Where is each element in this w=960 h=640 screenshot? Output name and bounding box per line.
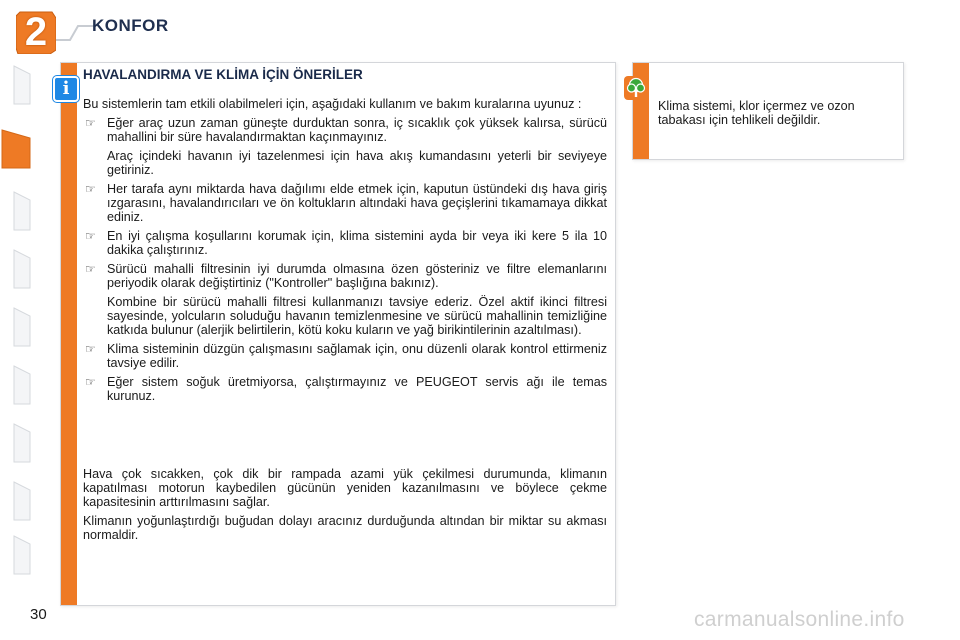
- pointing-hand-icon: ☞: [85, 182, 96, 196]
- page-number: 30: [30, 606, 47, 623]
- closing-paragraph: Hava çok sıcakken, çok dik bir rampada azami yük çekilmesi durumunda, klimanın kapatılması motorun kaybedilen gücünün yeniden kazanılmasını ve böylece çekme kapasitesinin arttırılmasını sağlar.: [83, 467, 607, 509]
- closing-paragraph: Klimanın yoğunlaştırdığı buğudan dolayı aracınız durduğunda altından bir miktar su akması normaldir.: [83, 514, 607, 542]
- advice-bullet: [83, 262, 607, 290]
- header-connector: [56, 20, 96, 46]
- environment-panel: [632, 62, 904, 160]
- bullet-text: En iyi çalışma koşullarını korumak için, klima sistemini ayda bir veya iki kere 5 ila 10 dakika çalıştırınız.: [107, 229, 607, 257]
- section-heading: HAVALANDIRMA VE KLİMA İÇİN ÖNERİLER: [83, 67, 363, 82]
- chapter-title: KONFOR: [92, 16, 169, 35]
- info-icon: i: [53, 76, 79, 102]
- advice-panel: [60, 62, 616, 606]
- bullet-text: Sürücü mahalli filtresinin iyi durumda olmasına özen gösteriniz ve filtre elemanlarını periyodik olarak değiştirtiniz ("Kontroller" başlığına bakınız).: [107, 262, 607, 290]
- chapter-number: 2: [24, 10, 48, 54]
- panel-accent-bar: [61, 63, 77, 605]
- closing-notes: [83, 467, 607, 547]
- pointing-hand-icon: ☞: [85, 342, 96, 356]
- chapter-tab-5[interactable]: [0, 306, 32, 348]
- bullet-text: Klima sisteminin düzgün çalışmasını sağlamak için, onu düzenli olarak kontrol ettirmeniz tavsiye edilir.: [107, 342, 607, 370]
- advice-bullet: [83, 116, 607, 144]
- chapter-tab-9[interactable]: [0, 534, 32, 576]
- pointing-hand-icon: ☞: [85, 375, 96, 389]
- pointing-hand-icon: ☞: [85, 229, 96, 243]
- bullet-extra: Kombine bir sürücü mahalli filtresi kullanmanızı tavsiye ederiz. Özel aktif ikinci filtresi sayesinde, yolcuların soluduğu havanın temizlenmesine ve sürücü mahallinin temizliğine katkıda bulunur (alerjik belirtilerin, kötü koku kuların ve yağ birikintilerinin azaltılması).: [107, 295, 607, 337]
- intro-paragraph: Bu sistemlerin tam etkili olabilmeleri için, aşağıdaki kullanım ve bakım kuralarına uyunuz :: [83, 97, 582, 111]
- advice-bullet: [83, 229, 607, 257]
- chapter-tab-2-active[interactable]: [0, 128, 32, 170]
- bullet-text: Eğer araç uzun zaman güneşte durduktan sonra, iç sıcaklık çok yüksek kalırsa, sürücü mahallini bir süre havalandırmaktan kaçınmayınız.: [107, 116, 607, 144]
- chapter-tab-8[interactable]: [0, 480, 32, 522]
- advice-bullet: [83, 182, 607, 224]
- chapter-tab-3[interactable]: [0, 190, 32, 232]
- chapter-tab-4[interactable]: [0, 248, 32, 290]
- environment-note: Klima sistemi, klor içermez ve ozon tabakası için tehlikeli değildir.: [658, 99, 855, 127]
- chapter-badge: [16, 10, 56, 54]
- tree-icon: [624, 76, 648, 100]
- watermark: carmanualsonline.info: [694, 608, 905, 631]
- chapter-tab-1[interactable]: [0, 64, 32, 106]
- advice-bullet: [83, 342, 607, 370]
- advice-body: [83, 97, 607, 408]
- bullet-text: Eğer sistem soğuk üretmiyorsa, çalıştırmayınız ve PEUGEOT servis ağı ile temas kurunuz.: [107, 375, 607, 403]
- pointing-hand-icon: ☞: [85, 116, 96, 130]
- chapter-tab-6[interactable]: [0, 364, 32, 406]
- bullet-extra: Araç içindeki havanın iyi tazelenmesi için hava akış kumandasını yeterli bir seviyeye getiriniz.: [107, 149, 607, 177]
- chapter-tab-7[interactable]: [0, 422, 32, 464]
- bullet-text: Her tarafa aynı miktarda hava dağılımı elde etmek için, kaputun üstündeki dış hava giriş ızgarasını, havalandırıcıları ve ön koltukların altındaki hava geçişlerini tıkamamaya dikkat ediniz.: [107, 182, 607, 224]
- pointing-hand-icon: ☞: [85, 262, 96, 276]
- advice-bullet: [83, 375, 607, 403]
